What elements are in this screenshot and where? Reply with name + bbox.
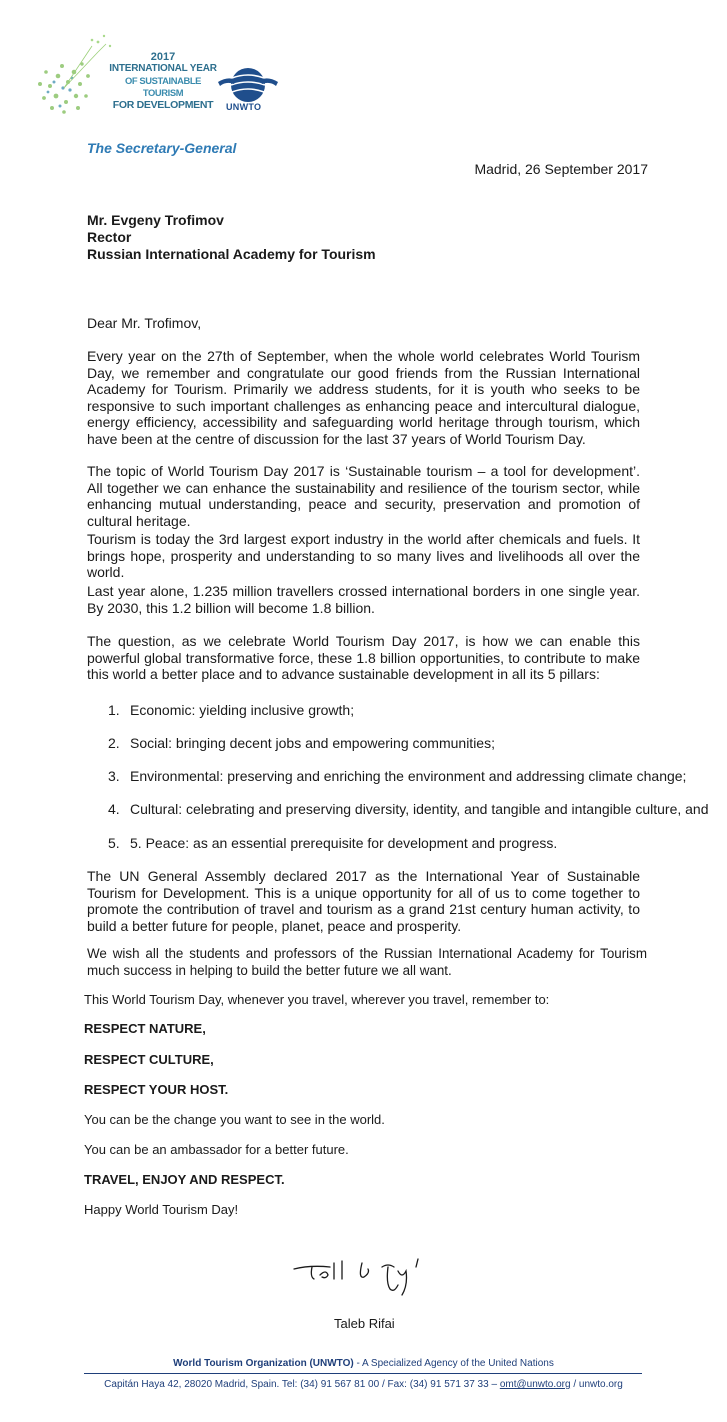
paragraph-1: Every year on the 27th of September, when the whole world celebrates World Tourism Day, we remember and congratulate our good friends from the Russian International Academy for Tourism. Primarily we address students, for it is youth who seeks to be responsive to such important challenges as enhancing peace and intercultural dialogue, energy efficiency, accessibility and safeguarding world heritage through tourism, which have been at the centre of discussion for the last 37 years of World Tourism Day. bbox=[87, 348, 640, 447]
respect-nature: RESPECT NATURE, bbox=[84, 1021, 206, 1036]
travel-enjoy-respect: TRAVEL, ENJOY AND RESPECT. bbox=[84, 1172, 285, 1187]
list-text: 5. Peace: as an essential prerequisite for development and progress. bbox=[130, 835, 558, 851]
respect-host: RESPECT YOUR HOST. bbox=[84, 1082, 229, 1097]
paragraph-8: This World Tourism Day, whenever you travel, wherever you travel, remember to: bbox=[84, 992, 550, 1007]
footer-address-text: Capitán Haya 42, 28020 Madrid, Spain. Tel: (34) 91 567 81 00 / Fax: (34) 91 571 37 33 – bbox=[104, 1379, 500, 1390]
paragraph-6: The UN General Assembly declared 2017 as the International Year of Sustainable Tourism for Development. This is a unique opportunity for all of us to come together to promote the contribution of travel and tourism as a grand 21st century human activity, to build a better future for people, planet, peace and prosperity. bbox=[87, 868, 640, 934]
list-number: 4. bbox=[108, 801, 120, 817]
footer-organization bbox=[0, 1358, 727, 1369]
logo-year: 2017 bbox=[150, 51, 176, 63]
footer-address bbox=[0, 1379, 727, 1390]
unwto-logo-label: UNWTO bbox=[226, 102, 262, 112]
list-item bbox=[108, 835, 557, 851]
salutation: Dear Mr. Trofimov, bbox=[87, 315, 202, 331]
handwritten-signature bbox=[290, 1255, 440, 1300]
logo-line-2: OF SUSTAINABLE TOURISM bbox=[125, 75, 201, 98]
paragraph-4: Last year alone, 1.235 million travellers crossed international borders in one single year. By 2030, this 1.2 billion will become 1.8 billion. bbox=[87, 583, 640, 616]
addressee-block bbox=[87, 212, 376, 263]
logo-line-1: INTERNATIONAL YEAR bbox=[109, 63, 217, 74]
paragraph-5: The question, as we celebrate World Tourism Day 2017, is how we can enable this powerful global transformative force, these 1.8 billion opportunities, to contribute to make this world a better place and to advance sustainable development in all its 5 pillars: bbox=[87, 633, 640, 682]
list-item bbox=[108, 768, 686, 784]
list-number: 5. bbox=[108, 835, 120, 851]
list-number: 2. bbox=[108, 735, 120, 751]
list-item bbox=[108, 702, 354, 718]
footer-divider bbox=[84, 1373, 642, 1374]
letter-date: Madrid, 26 September 2017 bbox=[474, 161, 648, 177]
list-item bbox=[108, 735, 495, 751]
respect-culture: RESPECT CULTURE, bbox=[84, 1052, 214, 1067]
happy-tourism-day: Happy World Tourism Day! bbox=[84, 1202, 239, 1217]
list-number: 1. bbox=[108, 702, 120, 718]
ambassador-line: You can be an ambassador for a better future. bbox=[84, 1142, 349, 1157]
list-number: 3. bbox=[108, 768, 120, 784]
unwto-emblem-icon bbox=[214, 64, 282, 106]
footer-website-link[interactable]: unwto.org bbox=[578, 1379, 623, 1390]
list-item bbox=[108, 801, 709, 817]
paragraph-2: The topic of World Tourism Day 2017 is ‘Sustainable tourism – a tool for development’. All together we can enhance the sustainability and resilience of the tourism sector, while enhancing mutual understanding, peace and security, preservation and promotion of cultural heritage. bbox=[87, 463, 640, 529]
addressee-organization: Russian International Academy for Tourism bbox=[87, 246, 376, 262]
list-text: Environmental: preserving and enriching the environment and addressing climate change; bbox=[130, 768, 687, 784]
secretary-general-heading: The Secretary-General bbox=[87, 140, 237, 156]
change-line: You can be the change you want to see in the world. bbox=[84, 1112, 385, 1127]
paragraph-7: We wish all the students and professors of the Russian International Academy for Tourism much success in helping to build the better future we all want. bbox=[87, 946, 647, 978]
footer-separator: / bbox=[570, 1379, 579, 1390]
paragraph-3: Tourism is today the 3rd largest export industry in the world after chemicals and fuels. It brings hope, prosperity and understanding to so many lives and livelihoods all over the world. bbox=[87, 531, 640, 580]
footer-email-link[interactable]: omt@unwto.org bbox=[499, 1379, 571, 1390]
iyst-logo-text bbox=[108, 51, 218, 111]
list-text: Economic: yielding inclusive growth; bbox=[130, 702, 355, 718]
footer-org-description: - A Specialized Agency of the United Nations bbox=[353, 1358, 554, 1369]
list-text: Cultural: celebrating and preserving diversity, identity, and tangible and intangible culture, and bbox=[130, 801, 709, 817]
signer-name: Taleb Rifai bbox=[334, 1316, 395, 1331]
addressee-name: Mr. Evgeny Trofimov bbox=[87, 212, 224, 228]
footer-org-name: World Tourism Organization (UNWTO) bbox=[173, 1358, 354, 1369]
logo-line-3: FOR DEVELOPMENT bbox=[112, 99, 214, 111]
addressee-title: Rector bbox=[87, 229, 132, 245]
list-text: Social: bringing decent jobs and empowering communities; bbox=[130, 735, 495, 751]
